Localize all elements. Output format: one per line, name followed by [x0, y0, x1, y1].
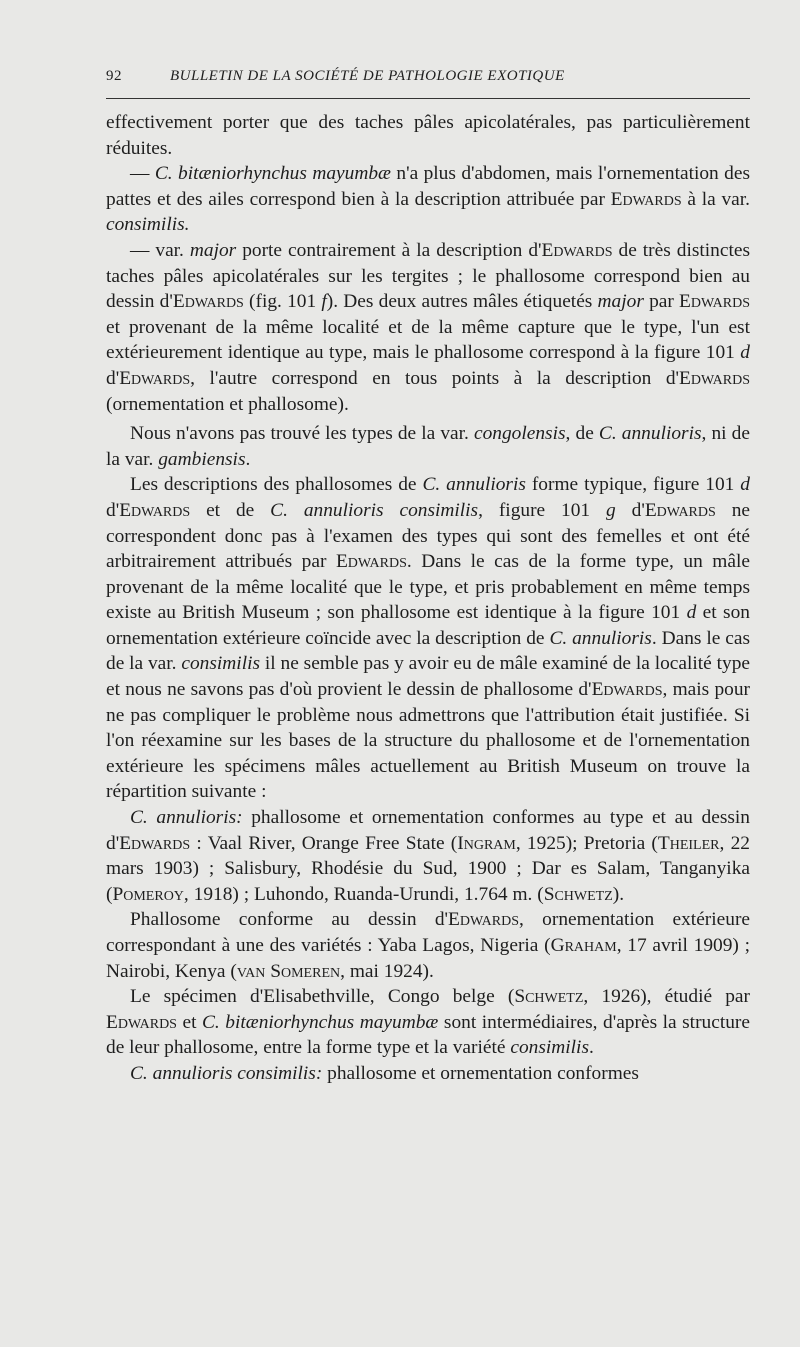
paragraph: — var. major porte contrairement à la description d'Edwards de très distinctes taches pâles apicolatérales sur les tergites ; le phallosome correspond bien au dessin d'Edwards (fig. 101 f). Des deux autres mâles étiquetés major par Edwards et provenant de la même localité et de la même capture que le type, l'un est extérieurement identique au type, mais le phallosome correspond à la figure 101 d d'Edwards, l'autre correspond en tous points à la description d'Edwards (ornementation et phallosome). [106, 239, 750, 415]
paragraph: Nous n'avons pas trouvé les types de la var. congolensis, de C. annulioris, ni de la var. gambiensis. [106, 423, 750, 470]
running-title: BULLETIN DE LA SOCIÉTÉ DE PATHOLOGIE EXOTIQUE [170, 68, 565, 84]
header-rule [106, 98, 750, 99]
paragraph: Le spécimen d'Elisabethville, Congo belge (Schwetz, 1926), étudié par Edwards et C. bitæniorhynchus mayumbæ sont intermédiaires, d'après la structure de leur phallosome, entre la forme type et la variété consimilis. [106, 986, 750, 1059]
page-number: 92 [106, 68, 122, 84]
paragraph: C. annulioris consimilis: phallosome et ornementation conformes [130, 1062, 639, 1084]
body-text [106, 110, 750, 1087]
paragraph: — C. bitæniorhynchus mayumbæ n'a plus d'abdomen, mais l'ornementation des pattes et des ailes correspond bien à la description attribuée par Edwards à la var. consimilis. [106, 163, 751, 236]
paragraph: Phallosome conforme au dessin d'Edwards, ornementation extérieure correspondant à une des variétés : Yaba Lagos, Nigeria (Graham, 17 avril 1909) ; Nairobi, Kenya (van Someren, mai 1924). [106, 909, 751, 982]
paragraph: Les descriptions des phallosomes de C. annulioris forme typique, figure 101 d d'Edwards et de C. annulioris consimilis, figure 101 g d'Edwards ne correspondent donc pas à l'examen des types qui sont des femelles et ont été arbitrairement attribués par Edwards. Dans le cas de la forme type, un mâle provenant de la même localité que le type, et pris probablement en même temps existe au British Museum ; son phallosome est identique à la figure 101 d et son ornementation extérieure coïncide avec la description de C. annulioris. Dans le cas de la var. consimilis il ne semble pas y avoir eu de mâle examiné de la localité type et nous ne savons pas d'où provient le dessin de phallosome d'Edwards, mais pour ne pas compliquer le problème nous admettrons que l'attribution était justifiée. Si l'on réexamine sur les bases de la structure du phallosome et de l'ornementation extérieure les spécimens mâles actuellement au British Museum on trouve la répartition suivante : [106, 474, 750, 803]
paragraph: C. annulioris: phallosome et ornementation conformes au type et au dessin d'Edwards : Vaal River, Orange Free State (Ingram, 1925); Pretoria (Theiler, 22 mars 1903) ; Salisbury, Rhodésie du Sud, 1900 ; Dar es Salam, Tanganyika (Pomeroy, 1918) ; Luhondo, Ruanda-Urundi, 1.764 m. (Schwetz). [106, 807, 750, 905]
page-header [106, 68, 750, 92]
paragraph: effectivement porter que des taches pâles apicolatérales, pas particulièrement réduites. [106, 112, 750, 159]
